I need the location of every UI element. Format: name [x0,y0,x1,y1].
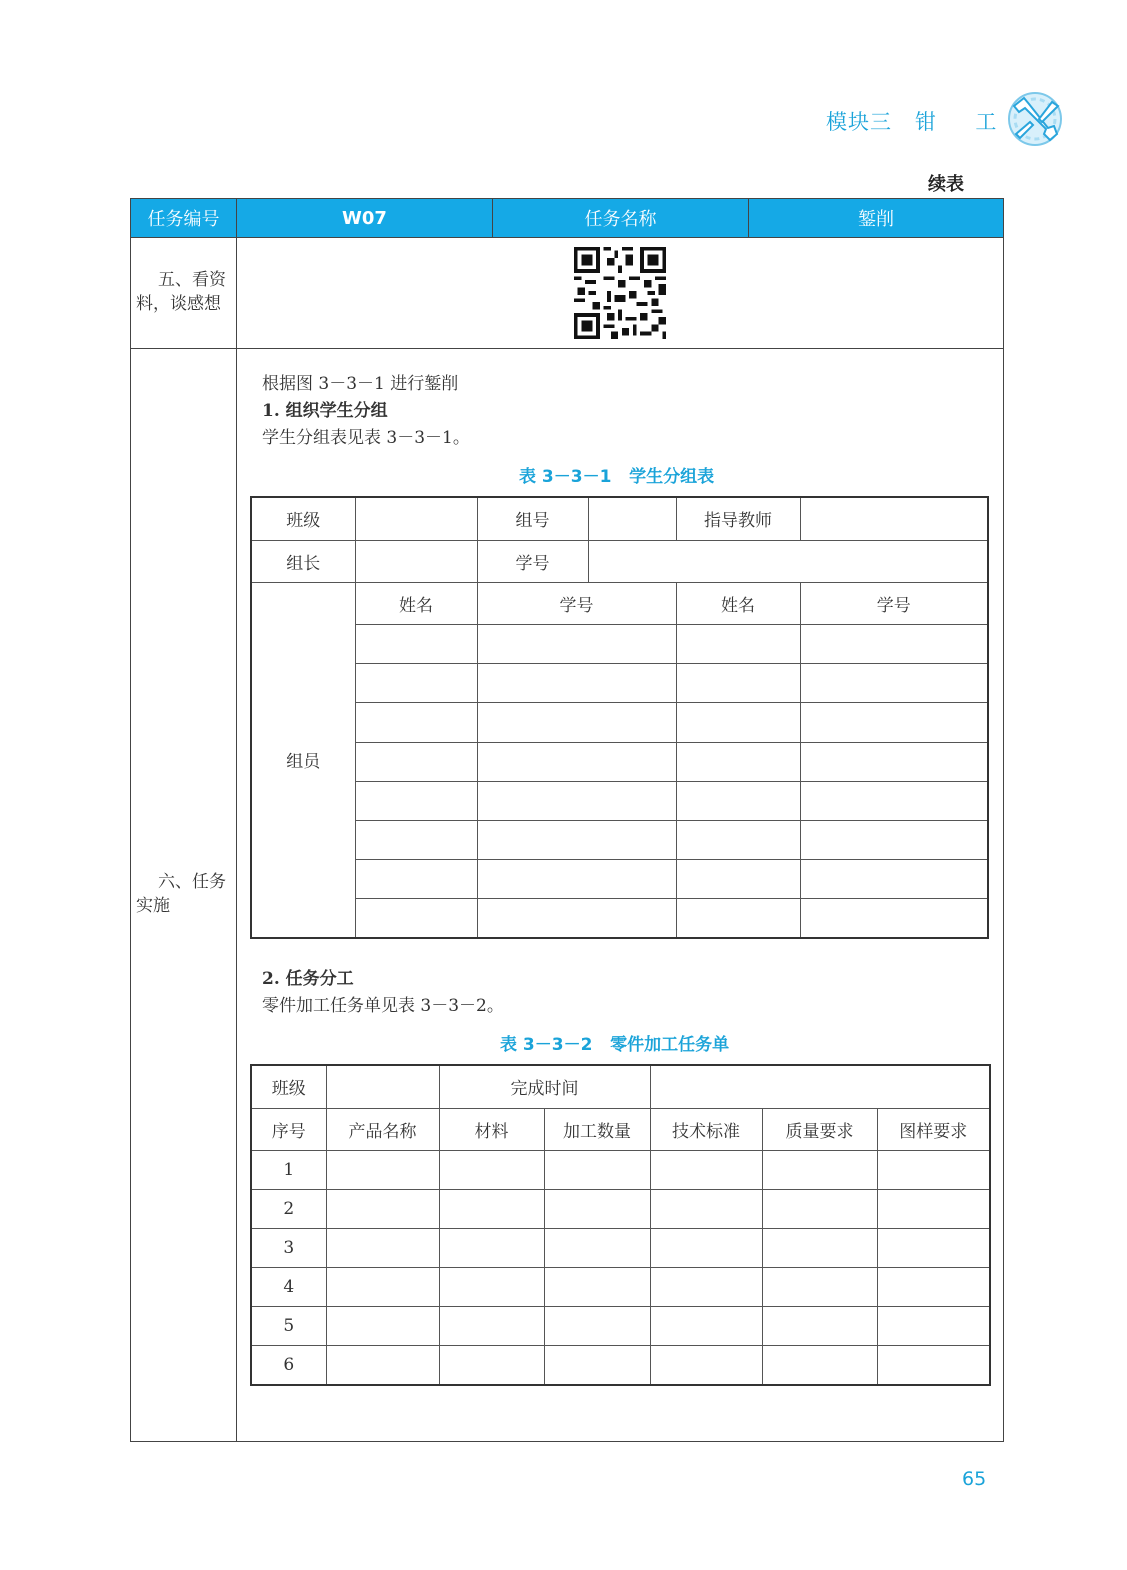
member-cell[interactable] [800,899,988,938]
member-cell[interactable] [355,664,477,703]
task-no-value: W07 [237,199,493,237]
member-cell[interactable] [676,899,800,938]
teacher-label: 指导教师 [676,497,800,540]
continued-label: 续表 [928,174,964,195]
col-header-quality: 质量要求 [762,1108,877,1150]
task-cell[interactable] [326,1268,439,1307]
qr-code-icon [574,247,666,339]
task-cell[interactable] [650,1268,762,1307]
col-header-name: 姓名 [676,582,800,624]
member-cell[interactable] [800,820,988,859]
table-row [251,742,988,781]
col-header-quantity: 加工数量 [544,1108,650,1150]
task-cell[interactable] [650,1150,762,1189]
leader-value-cell[interactable] [355,540,477,582]
task-no-label: 任务编号 [131,199,237,237]
member-cell[interactable] [477,742,676,781]
finish-time-value-cell[interactable] [650,1065,990,1108]
task-cell[interactable] [326,1228,439,1267]
finish-time-label: 完成时间 [439,1065,650,1108]
table-row [251,497,988,540]
task-cell[interactable] [650,1189,762,1228]
member-cell[interactable] [477,820,676,859]
member-cell[interactable] [800,860,988,899]
task-cell[interactable] [762,1228,877,1267]
task-cell[interactable] [439,1268,544,1307]
member-cell[interactable] [800,742,988,781]
task-cell[interactable] [326,1189,439,1228]
task-cell[interactable] [544,1228,650,1267]
task-cell[interactable] [439,1307,544,1346]
wrench-gear-logo-icon [1002,88,1064,150]
divider [131,348,1003,349]
member-cell[interactable] [477,625,676,664]
group-no-label: 组号 [477,497,588,540]
member-cell[interactable] [355,625,477,664]
table-row [251,1268,990,1307]
member-cell[interactable] [676,860,800,899]
member-cell[interactable] [355,820,477,859]
member-cell[interactable] [800,664,988,703]
table-row [251,625,988,664]
module-title: 模块三 钳 工 [826,110,998,134]
table1-caption: 表 3－3－1 学生分组表 [519,467,715,487]
col-header-product: 产品名称 [326,1108,439,1150]
task-cell[interactable] [762,1346,877,1385]
teacher-value-cell[interactable] [800,497,988,540]
row5-label: 五、看资 料，谈感想 [136,270,226,314]
task-cell[interactable] [326,1346,439,1385]
member-cell[interactable] [355,899,477,938]
table-row [251,1065,990,1108]
task-cell[interactable] [877,1346,990,1385]
member-cell[interactable] [800,625,988,664]
page-number: 65 [962,1468,987,1490]
table-row [251,860,988,899]
row-number: 5 [251,1307,326,1346]
member-cell[interactable] [676,703,800,742]
student-id-value-cell[interactable] [588,540,988,582]
leader-label: 组长 [251,540,355,582]
member-cell[interactable] [676,742,800,781]
section1-title: 1. 组织学生分组 [262,401,388,421]
task-cell[interactable] [762,1268,877,1307]
task-cell[interactable] [650,1228,762,1267]
table-row [251,1346,990,1385]
part-task-table [250,1064,991,1386]
group-no-value-cell[interactable] [588,497,676,540]
task-cell[interactable] [326,1150,439,1189]
member-cell[interactable] [477,860,676,899]
student-id-label: 学号 [477,540,588,582]
row-number: 1 [251,1150,326,1189]
task-cell[interactable] [877,1228,990,1267]
divider [131,237,1003,238]
section1-text: 学生分组表见表 3－3－1。 [262,428,470,448]
col-header-name: 姓名 [355,582,477,624]
intro-text: 根据图 3－3－1 进行錾削 [262,374,459,394]
task-cell[interactable] [877,1189,990,1228]
task-cell[interactable] [439,1189,544,1228]
task-table-header [131,199,1003,237]
table-row [251,1189,990,1228]
col-header-student-id: 学号 [477,582,676,624]
member-cell[interactable] [355,781,477,820]
task-cell[interactable] [544,1150,650,1189]
table-row [251,664,988,703]
col-header-tech-standard: 技术标准 [650,1108,762,1150]
table-row [251,703,988,742]
task-cell[interactable] [877,1268,990,1307]
table-row [251,1228,990,1267]
member-cell[interactable] [676,625,800,664]
task-cell[interactable] [877,1307,990,1346]
task-cell[interactable] [762,1150,877,1189]
table-row [251,1108,990,1150]
class-label: 班级 [251,1065,326,1108]
col-header-drawing: 图样要求 [877,1108,990,1150]
task-cell[interactable] [544,1307,650,1346]
table-row [251,582,988,624]
task-name-value: 錾削 [858,209,894,230]
member-cell[interactable] [477,664,676,703]
row-number: 6 [251,1346,326,1385]
class-value-cell[interactable] [355,497,477,540]
task-cell[interactable] [650,1307,762,1346]
table2-caption: 表 3－3－2 零件加工任务单 [500,1035,730,1055]
member-cell[interactable] [477,703,676,742]
task-cell[interactable] [439,1346,544,1385]
member-cell[interactable] [477,781,676,820]
student-group-table [250,496,989,939]
member-cell[interactable] [676,820,800,859]
section2-text: 零件加工任务单见表 3－3－2。 [262,996,504,1016]
task-cell[interactable] [326,1307,439,1346]
row-number: 2 [251,1189,326,1228]
table-row [251,820,988,859]
member-cell[interactable] [676,781,800,820]
task-cell[interactable] [439,1228,544,1267]
table-row [251,1307,990,1346]
task-cell[interactable] [439,1150,544,1189]
member-cell[interactable] [800,703,988,742]
table-row [251,781,988,820]
col-header-student-id: 学号 [800,582,988,624]
col-header-seq: 序号 [251,1108,326,1150]
section2-title: 2. 任务分工 [262,969,354,989]
member-cell[interactable] [676,664,800,703]
member-cell[interactable] [355,742,477,781]
col-header-material: 材料 [439,1108,544,1150]
member-cell[interactable] [355,703,477,742]
task-cell[interactable] [544,1346,650,1385]
row-number: 4 [251,1268,326,1307]
task-cell[interactable] [762,1189,877,1228]
table-row [251,899,988,938]
column-divider [236,237,237,1441]
task-cell[interactable] [762,1307,877,1346]
class-value-cell[interactable] [326,1065,439,1108]
member-cell[interactable] [355,860,477,899]
task-name-label: 任务名称 [493,199,749,237]
task-cell[interactable] [544,1268,650,1307]
task-cell[interactable] [544,1189,650,1228]
row-number: 3 [251,1228,326,1267]
members-label: 组员 [251,582,355,938]
row6-label: 六、任务 实施 [136,872,226,916]
table-row [251,1150,990,1189]
member-cell[interactable] [800,781,988,820]
member-cell[interactable] [477,899,676,938]
class-label: 班级 [251,497,355,540]
task-cell[interactable] [877,1150,990,1189]
table-row [251,540,988,582]
task-cell[interactable] [650,1346,762,1385]
